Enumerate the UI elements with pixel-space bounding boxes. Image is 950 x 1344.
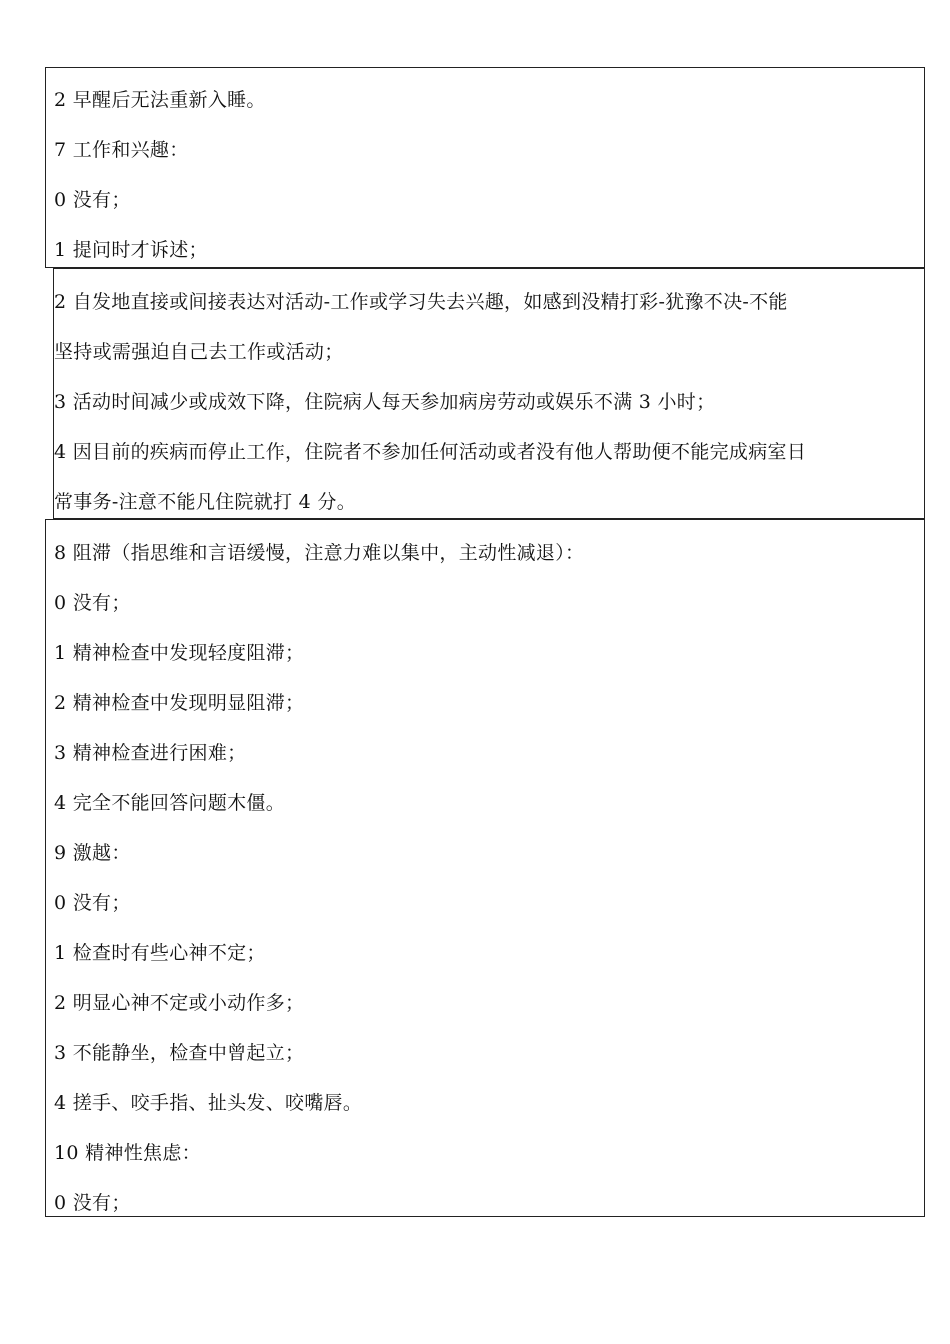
text-line: 0 没有； <box>54 189 131 211</box>
table-cell-section-1 <box>45 67 925 268</box>
text-line: 0 没有； <box>54 892 131 914</box>
text-line: 2 精神检查中发现明显阻滞； <box>54 692 305 714</box>
item-heading-agitation: 9 激越： <box>54 842 131 864</box>
text-line: 2 自发地直接或间接表达对活动-工作或学习失去兴趣，如感到没精打彩-犹豫不决-不能 <box>54 291 788 313</box>
item-heading-work-interest: 7 工作和兴趣： <box>54 139 189 161</box>
text-line: 4 完全不能回答问题木僵。 <box>54 792 286 814</box>
text-line: 0 没有； <box>54 592 131 614</box>
text-line: 3 不能静坐，检查中曾起立； <box>54 1042 305 1064</box>
text-block-2 <box>54 269 924 527</box>
text-line: 3 活动时间减少或成效下降，住院病人每天参加病房劳动或娱乐不满 3 小时； <box>54 391 716 413</box>
text-line: 0 没有； <box>54 1192 131 1214</box>
text-line: 坚持或需强迫自己去工作或活动； <box>54 341 344 363</box>
text-line: 4 搓手、咬手指、扯头发、咬嘴唇。 <box>54 1092 363 1114</box>
text-line: 2 明显心神不定或小动作多； <box>54 992 305 1014</box>
text-line: 2 早醒后无法重新入睡。 <box>54 89 266 111</box>
text-line: 1 检查时有些心神不定； <box>54 942 266 964</box>
text-line: 1 精神检查中发现轻度阻滞； <box>54 642 305 664</box>
item-heading-retardation: 8 阻滞（指思维和言语缓慢，注意力难以集中，主动性减退）： <box>54 542 585 564</box>
text-line: 4 因目前的疾病而停止工作，住院者不参加任何活动或者没有他人帮助便不能完成病室日 <box>54 441 807 463</box>
table-cell-section-3 <box>45 519 925 1217</box>
text-block-3 <box>54 520 924 1228</box>
text-line: 1 提问时才诉述； <box>54 239 208 261</box>
text-line: 3 精神检查进行困难； <box>54 742 247 764</box>
item-heading-psychic-anxiety: 10 精神性焦虑： <box>54 1142 201 1164</box>
table-cell-section-2 <box>53 268 925 519</box>
text-block-1 <box>54 68 924 275</box>
text-line: 常事务-注意不能凡住院就打 4 分。 <box>54 491 356 513</box>
